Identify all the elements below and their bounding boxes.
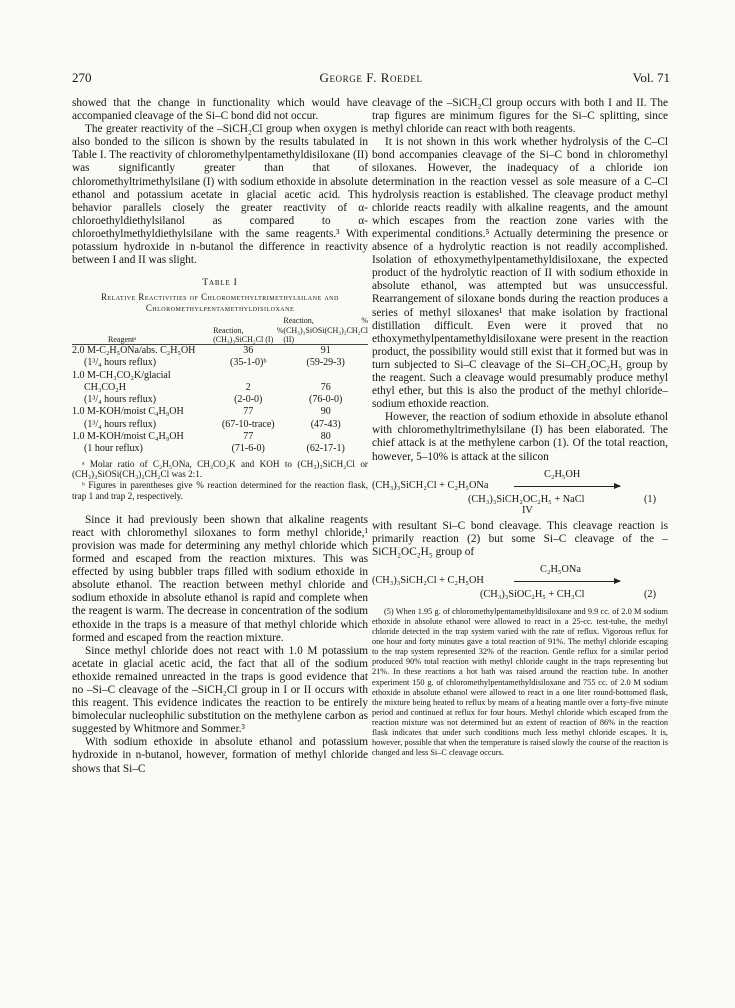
reagent-cell: (1³/₄ hours reflux) <box>84 418 157 430</box>
compound-i-cell: (2-0-0) <box>234 394 263 406</box>
compound-ii-cell: 90 <box>320 406 331 418</box>
table-row <box>72 406 368 418</box>
reaction-arrow <box>514 486 620 487</box>
compound-ii-cell: 91 <box>320 344 331 356</box>
table-header-reagent: Reagentᵃ <box>72 316 213 344</box>
right-column <box>372 97 668 758</box>
paragraph: showed that the change in functionality which would have accompanied cleavage of the Si–C bond did not occur. <box>72 97 368 123</box>
reagent-cell: (1 hour reflux) <box>84 443 143 455</box>
paragraph: with resultant Si–C bond cleavage. This cleavage reaction is primarily reaction (2) but some Si–C cleavage of the –SiCH₂OC₂H₅ group of <box>372 519 668 558</box>
compound-i-cell: 36 <box>243 344 254 356</box>
equation-2 <box>372 563 668 601</box>
table-row <box>72 370 368 382</box>
paragraph: Since it had previously been shown that alkaline reagents react with chloromethyl siloxanes to form methyl chloride,¹ provision was made for determining any methyl chloride which formed and escaped from the reaction mixtures. This was effected by using bubbler traps filled with sodium ethoxide in absolute ethanol. The reaction between methyl chloride and sodium ethoxide in absolute ethanol is rapid and complete when the reagent is warm. The decrease in concentration of the sodium ethoxide in the traps is a measure of that methyl chloride which formed and escaped from the reaction mixture. <box>72 513 368 644</box>
eq1-reactants: (CH₃)₃SiCH₂Cl + C₂H₅ONa <box>372 479 489 491</box>
equation-1 <box>372 468 668 516</box>
table-row <box>72 357 368 369</box>
table-row <box>72 394 368 406</box>
reagent-cell: 1.0 M-KOH/moist C₄H₉OH <box>72 431 184 442</box>
compound-i-cell: 77 <box>243 431 254 442</box>
table-footnotes <box>72 459 368 502</box>
table-title: Table I <box>202 277 238 289</box>
eq1-solvent: C₂H₅OH <box>544 468 581 480</box>
reagent-cell: CH₃CO₂H <box>84 381 126 393</box>
table-row <box>72 419 368 431</box>
table-row <box>72 431 368 443</box>
reaction-arrow <box>514 581 620 582</box>
compound-ii-cell: (62-17-1) <box>306 443 345 455</box>
reagent-cell: (1³/₄ hours reflux) <box>84 357 157 369</box>
left-column <box>72 97 368 776</box>
compound-ii-cell: (76-0-0) <box>309 394 343 406</box>
paragraph: With sodium ethoxide in absolute ethanol and potassium hydroxide in n-butanol, however, formation of methyl chloride shows that Si–C <box>72 736 368 775</box>
eq1-number: (1) <box>644 493 657 505</box>
eq1-products: (CH₃)₃SiCH₂OC₂H₅ + NaCl <box>468 493 585 505</box>
reagent-cell: 1.0 M-KOH/moist C₄H₉OH <box>72 406 184 418</box>
reagent-cell: 2.0 M-C₂H₅ONa/abs. C₂H₅OH <box>72 344 196 356</box>
footnote-5 <box>372 607 668 758</box>
paragraph: However, the reaction of sodium ethoxide in absolute ethanol with chloromethyltrimethylsilane (I) has been elaborated. The chief attack is at the methylene carbon (1). Of the total reaction, however, 5–10% is attack at the silicon <box>372 411 668 463</box>
table-header-compound-i: Reaction, % (CH₃)₃SiCH₂Cl (I) <box>213 316 283 344</box>
compound-ii-cell: (59-29-3) <box>306 357 345 369</box>
table-row <box>72 344 368 357</box>
footnote-text: (5) When 1.95 g. of chloromethylpentamethyldisiloxane and 9.9 cc. of 2.0 M sodium ethoxide in absolute ethanol were allowed to react in a 25-cc. test-tube, the methyl chloride detected in the trap system varied with the rate of reflux. Vigorous reflux for one hour and forty minutes gave a total reaction of 91%. The methyl chloride escaping to the trap system represented 32% of the reaction. Gentle reflux for a similar period produced 90% total reaction with methyl chloride caught in the traps representing but 21%. In these reactions a hot bath was raised around the reaction tube. In another experiment 150 g. of chloromethylpentamethyldisiloxane and 755 cc. of 2.0 M sodium ethoxide in absolute ethanol were allowed to react in a one liter round-bottomed flask, the mixture being heated to reflux by means of a heating mantle over a forty-five minute period and continued at reflux for four hours. Methyl chloride which escaped from the reaction mixture was not determined but an extent of reaction of 86% in the reaction flask indicates that under such conditions much less methyl chloride escapes. It is, however, possible that when the temperature is raised slowly the course of the reaction is changed and less Si–C cleavage occurs. <box>372 606 668 758</box>
compound-i-cell: (67-10-trace) <box>221 418 275 430</box>
eq2-number: (2) <box>644 588 657 600</box>
compound-i-cell: (35-1-0)ᵇ <box>230 357 267 369</box>
compound-i-cell: (71-6-0) <box>231 443 265 455</box>
volume-number: Vol. 71 <box>632 70 670 85</box>
table-subtitle: Relative Reactivities of Chloromethyltrimethylsilane and Chloromethylpentamethyldisiloxane <box>101 292 339 314</box>
table-header-compound-ii: Reaction, % (CH₃)₃SiOSi(CH₃)₂CH₂Cl (II) <box>283 316 368 344</box>
compound-ii-cell: 76 <box>320 381 331 393</box>
eq2-reagent: C₂H₅ONa <box>540 563 581 575</box>
page-number: 270 <box>72 70 92 85</box>
compound-i-cell: 2 <box>245 381 251 393</box>
compound-ii-cell <box>283 370 368 382</box>
compound-i-cell: 77 <box>243 406 254 418</box>
running-author: George F. Roedel <box>319 70 423 85</box>
paragraph: cleavage of the –SiCH₂Cl group occurs with both I and II. The trap figures are minimum figures for the Si–C splitting, since methyl chloride can react with both reagents. <box>372 97 668 136</box>
reagent-cell: 1.0 M-CH₃CO₂K/glacial <box>72 369 171 381</box>
eq2-reactants: (CH₃)₃SiCH₂Cl + C₂H₅OH <box>372 574 484 586</box>
eq1-label: IV <box>522 504 533 516</box>
paragraph: It is not shown in this work whether hydrolysis of the C–Cl bond accompanies cleavage of the Si–C bond in chloromethyl siloxanes. However, the inadequacy of a chloride ion determination in the reaction vessel as sole measure of a C–Cl hydrolysis reaction is established. The cleavage product methyl chloride reacts readily with alkaline reagents, and the amount which escapes from the reaction zone varies with the experimental conditions.⁵ Actually determining the presence or absence of a hydrolytic reaction is not readily accomplished. Isolation of ethoxymethylpentamethyldisiloxane, the expected product of the hydrolytic reaction of II with sodium ethoxide in absolute ethanol, was attempted but was unsuccessful. Rearrangement of siloxane bonds during the reaction produces a series of methyl siloxanes¹ that make isolation by fractional distillation difficult. Even were it proved that no ethoxymethylpentamethyldisiloxane were present in the reaction product, the possibility would still exist that it formed but was in turn subjected to Si–C cleavage of the Si–CH₂OC₂H₅ group by the reagent. Such a cleavage would presumably produce methyl ethyl ether, but this is also the product of the methyl chloride–sodium ethoxide reaction. <box>372 136 668 411</box>
paragraph: Since methyl chloride does not react with 1.0 M potassium acetate in glacial acetic acid, the fact that all of the sodium ethoxide remained unreacted in the traps is good evidence that no –Si–C cleavage of the –SiCH₂Cl group in I or II occurs with this reagent. This evidence indicates the reaction to be entirely bimolecular nucleophilic substitution on the methylene carbon as suggested by Whitmore and Sommer.³ <box>72 644 368 736</box>
compound-ii-cell: (47-43) <box>310 418 341 430</box>
reagent-cell: (1³/₄ hours reflux) <box>84 394 157 406</box>
table-row <box>72 382 368 394</box>
footnote-b: ᵇ Figures in parentheses give % reaction determined for the reaction flask, trap 1 and trap 2, respectively. <box>72 480 368 501</box>
eq2-products: (CH₃)₃SiOC₂H₅ + CH₃Cl <box>480 588 585 600</box>
paragraph: The greater reactivity of the –SiCH₂Cl group when oxygen is also bonded to the silicon is shown by the results tabulated in Table I. The reactivity of chloromethylpentamethyldisiloxane (II) was significantly greater than that of chloromethyltrimethylsilane (I) with sodium ethoxide in absolute ethanol and potassium acetate in glacial acetic acid. This behavior parallels closely the greater reactivity of α-chloroethyldiethylsilanol as compared to α-chloroethylmethyldiethylsilane with the same reagents.³ With potassium hydroxide in n-butanol the difference in reactivity between I and II was slight. <box>72 123 368 267</box>
compound-ii-cell: 80 <box>320 431 331 442</box>
compound-i-cell <box>213 370 283 382</box>
table-row <box>72 443 368 455</box>
reactivity-table <box>72 316 368 455</box>
page-header <box>72 70 670 86</box>
footnote-a: ᵃ Molar ratio of C₂H₅ONa, CH₃CO₂K and KOH to (CH₃)₃SiCH₂Cl or (CH₃)₃SiOSi(CH₃)₂CH₂Cl was 2:1. <box>72 458 368 480</box>
